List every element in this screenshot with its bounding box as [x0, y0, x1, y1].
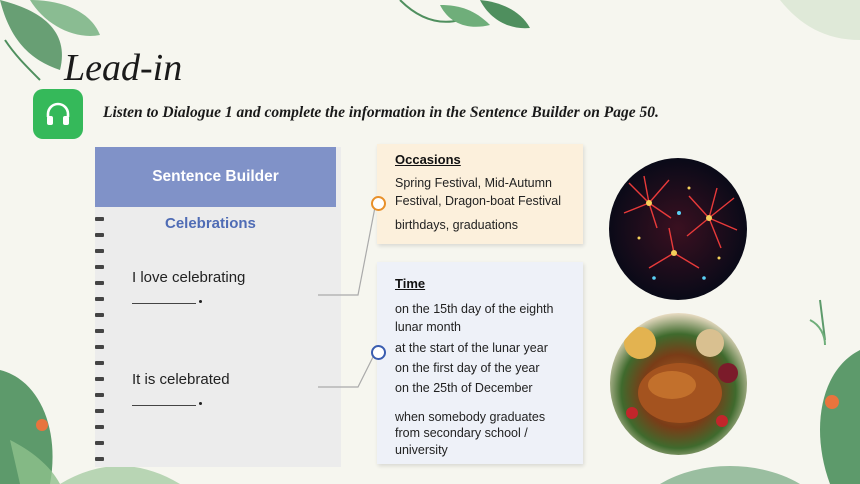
sentence-line-celebrated: It is celebrated — [132, 371, 230, 388]
time-line: on the 15th day of the eighth — [395, 302, 554, 316]
occasions-card — [377, 144, 583, 244]
turkey-dinner-photo — [610, 313, 747, 455]
slide-title: Lead-in — [64, 47, 183, 89]
turkey-image — [610, 313, 747, 455]
blank-celebrating — [132, 303, 196, 304]
fireworks-photo — [609, 158, 747, 300]
binder-dash — [95, 313, 104, 317]
binder-dash — [95, 329, 104, 333]
binder-dash — [95, 393, 104, 397]
binder-dash — [95, 345, 104, 349]
time-line: on the first day of the year — [395, 361, 540, 375]
occasions-line: Spring Festival, Mid-Autumn — [395, 176, 553, 190]
occasions-heading: Occasions — [395, 152, 461, 167]
binder-dash — [95, 441, 104, 445]
time-line: when somebody graduates — [395, 410, 546, 424]
time-ring — [371, 345, 386, 360]
time-line: university — [395, 443, 448, 457]
leaf-decoration-top-right — [770, 0, 860, 60]
sentence-builder-header: Sentence Builder — [95, 147, 336, 207]
binder-dash — [95, 217, 104, 221]
occasions-line: birthdays, graduations — [395, 218, 518, 232]
binder-dash — [95, 361, 104, 365]
sentence-builder-panel — [95, 147, 341, 467]
binder-dash — [95, 297, 104, 301]
audio-button[interactable] — [33, 89, 83, 139]
time-heading: Time — [395, 276, 426, 291]
time-line: on the 25th of December — [395, 381, 533, 395]
period-dot — [199, 300, 202, 303]
binder-dash — [95, 233, 104, 237]
headphones-icon — [43, 99, 73, 129]
binder-dash — [95, 249, 104, 253]
binder-dash — [95, 281, 104, 285]
occasions-line: Festival, Dragon-boat Festival — [395, 194, 562, 208]
time-card — [377, 262, 583, 464]
sentence-builder-subheading: Celebrations — [165, 215, 256, 232]
instruction-text: Listen to Dialogue 1 and complete the information in the Sentence Builder on Page 50. — [103, 104, 659, 121]
time-line: lunar month — [395, 320, 462, 334]
occasions-ring — [371, 196, 386, 211]
leaf-decoration-top — [380, 0, 540, 50]
sentence-line-celebrating: I love celebrating — [132, 269, 246, 286]
time-line: at the start of the lunar year — [395, 341, 548, 355]
fireworks-image — [609, 158, 747, 300]
time-line: from secondary school / — [395, 426, 528, 440]
binder-dash — [95, 457, 104, 461]
binder-dash — [95, 425, 104, 429]
binder-dash — [95, 409, 104, 413]
blank-celebrated — [132, 405, 196, 406]
binder-dash — [95, 377, 104, 381]
binder-dash — [95, 265, 104, 269]
period-dot — [199, 402, 202, 405]
